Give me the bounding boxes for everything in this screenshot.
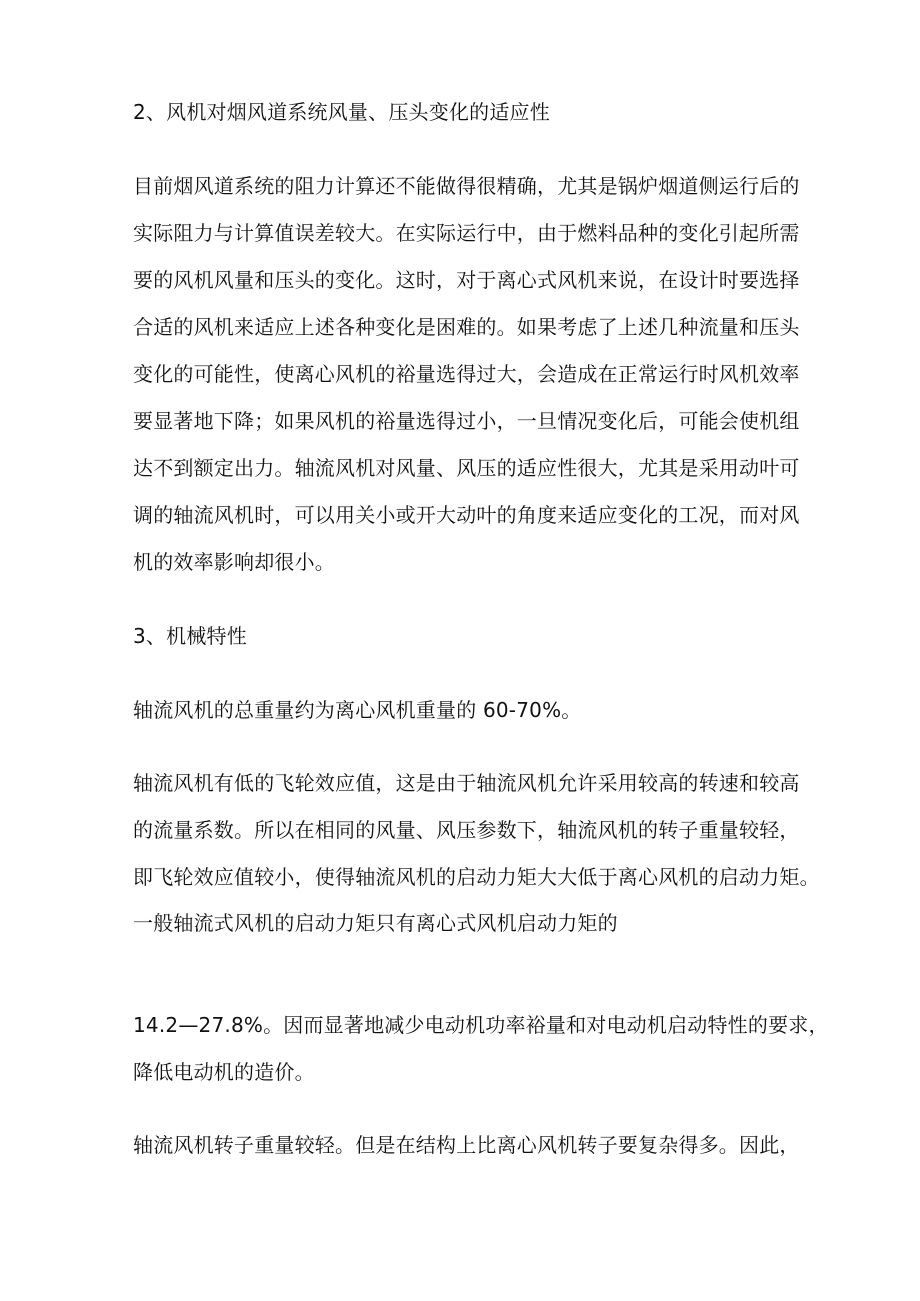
paragraph-line: 合适的风机来适应上述各种变化是困难的。如果考虑了上述几种流量和压头 (133, 315, 800, 339)
section-3-heading: 3、机械特性 (133, 624, 247, 648)
paragraph-line: 调的轴流风机时，可以用关小或开大动叶的角度来适应变化的工况，而对风 (133, 503, 800, 527)
section-2-heading: 2、风机对烟风道系统风量、压头变化的适应性 (133, 100, 550, 124)
paragraph-line: 要的风机风量和压头的变化。这时，对于离心式风机来说，在设计时要选择 (133, 268, 800, 292)
paragraph-weight: 轴流风机的总重量约为离心风机重量的 60-70%。 (133, 698, 582, 722)
paragraph-rotor: 轴流风机转子重量较轻。但是在结构上比离心风机转子要复杂得多。因此， (133, 1133, 800, 1157)
paragraph-line: 机的效率影响却很小。 (133, 550, 335, 574)
paragraph-line: 实际阻力与计算值误差较大。在实际运行中，由于燃料品种的变化引起所需 (133, 221, 800, 245)
paragraph-line: 降低电动机的造价。 (133, 1060, 315, 1084)
paragraph-line: 目前烟风道系统的阻力计算还不能做得很精确，尤其是锅炉烟道侧运行后的 (133, 174, 800, 198)
paragraph-line: 达不到额定出力。轴流风机对风量、风压的适应性很大，尤其是采用动叶可 (133, 456, 800, 480)
paragraph-line: 变化的可能性，使离心风机的裕量选得过大，会造成在正常运行时风机效率 (133, 362, 800, 386)
paragraph-line: 轴流风机有低的飞轮效应值，这是由于轴流风机允许采用较高的转速和较高 (133, 771, 800, 795)
paragraph-line: 要显著地下降；如果风机的裕量选得过小，一旦情况变化后，可能会使机组 (133, 409, 800, 433)
paragraph-line: 的流量系数。所以在相同的风量、风压参数下，轴流风机的转子重量较轻， (133, 818, 800, 842)
paragraph-line: 一般轴流式风机的启动力矩只有离心式风机启动力矩的 (133, 911, 618, 935)
paragraph-line: 14.2—27.8%。因而显著地减少电动机功率裕量和对电动机启动特性的要求， (133, 1013, 829, 1037)
paragraph-line: 即飞轮效应值较小，使得轴流风机的启动力矩大大低于离心风机的启动力矩。 (133, 865, 820, 889)
